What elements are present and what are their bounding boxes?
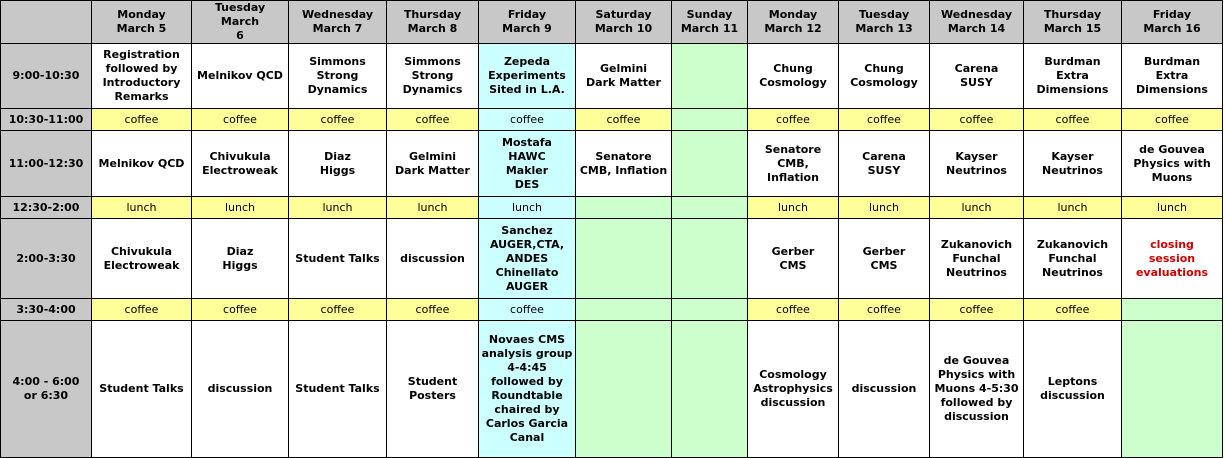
cell-line: Strong — [411, 69, 454, 82]
empty-cell — [672, 321, 748, 458]
cell-line: followed by — [105, 62, 178, 75]
cell-line: Kayser — [1051, 149, 1094, 163]
day-header-line: Saturday — [595, 8, 652, 21]
cell-line: Extra — [1155, 69, 1189, 82]
schedule-cell — [479, 131, 576, 197]
schedule-cell — [1122, 131, 1223, 197]
cell-line: DES — [514, 177, 540, 191]
schedule-cell — [387, 44, 479, 109]
schedule-cell — [1024, 197, 1122, 219]
time-slot-line: 12:30-2:00 — [12, 200, 80, 214]
schedule-cell — [192, 321, 289, 458]
day-header-line: Friday — [507, 8, 547, 21]
cell-line: coffee — [776, 112, 810, 126]
schedule-cell — [289, 321, 387, 458]
day-header-line: Tuesday — [858, 8, 910, 21]
schedule-cell — [479, 44, 576, 109]
cell-line: Carena — [954, 62, 999, 75]
cell-line: AUGER — [505, 279, 549, 293]
cell-line: Dark Matter — [586, 76, 661, 89]
cell-line: Dynamics — [402, 83, 463, 96]
cell-line: Astrophysics — [753, 382, 833, 395]
break-row — [1, 197, 1223, 219]
schedule-cell — [839, 219, 930, 299]
cell-line: discussion — [1040, 389, 1105, 402]
cell-line: followed by — [940, 396, 1013, 409]
cell-line: Dark Matter — [395, 163, 470, 177]
cell-line: Student Talks — [99, 382, 184, 395]
day-header-line: March 13 — [855, 22, 913, 35]
cell-line: coffee — [415, 112, 450, 126]
cell-line: Chung — [773, 62, 813, 75]
header-row — [1, 1, 1223, 44]
cell-line: evaluations — [1135, 265, 1209, 279]
cell-line: discussion — [400, 251, 465, 265]
cell-line: Sited in L.A. — [489, 83, 565, 96]
cell-line: chaired by — [494, 403, 560, 416]
schedule-cell — [930, 299, 1024, 321]
cell-line: Burdman — [1044, 55, 1101, 68]
day-header — [192, 1, 289, 44]
cell-line: Posters — [409, 389, 456, 402]
cell-line: lunch — [126, 200, 157, 214]
cell-line: de Gouvea — [943, 354, 1010, 367]
day-header — [748, 1, 839, 44]
cell-line: de Gouvea — [1139, 142, 1205, 156]
schedule-cell — [748, 197, 839, 219]
cell-line: coffee — [776, 302, 810, 316]
cell-line: Simmons — [404, 55, 461, 68]
day-header-line: March 11 — [680, 22, 739, 35]
cell-line: CMS — [779, 258, 807, 272]
schedule-cell — [479, 197, 576, 219]
cell-line: Simmons — [309, 55, 366, 68]
schedule-cell — [92, 299, 192, 321]
cell-line: coffee — [867, 112, 901, 126]
cell-line: coffee — [867, 302, 901, 316]
cell-line: SUSY — [960, 76, 993, 89]
schedule-cell — [192, 197, 289, 219]
cell-line: Senatore — [595, 149, 652, 163]
schedule-cell — [289, 219, 387, 299]
cell-line: Cosmology — [759, 368, 827, 381]
empty-cell — [672, 109, 748, 131]
cell-line: Student Talks — [295, 382, 380, 395]
cell-line: Canal — [509, 431, 545, 444]
cell-line: coffee — [223, 112, 257, 126]
cell-line: Muons 4-5:30 — [934, 382, 1019, 395]
cell-line: lunch — [511, 200, 543, 214]
cell-line: Cosmology — [850, 76, 918, 89]
day-header-line: March 16 — [1143, 22, 1201, 35]
cell-line: coffee — [959, 112, 994, 126]
schedule-cell — [192, 131, 289, 197]
cell-line: Dimensions — [1036, 83, 1109, 96]
day-header-line: Thursday — [1043, 8, 1102, 21]
day-header-line: Monday — [117, 8, 166, 21]
empty-cell — [576, 299, 672, 321]
day-header-line: Wednesday — [301, 8, 374, 21]
cell-line: closing — [1150, 237, 1194, 251]
day-header-line: Friday — [1152, 8, 1192, 21]
schedule-cell — [748, 131, 839, 197]
cell-line: Electroweak — [202, 163, 278, 177]
schedule-cell — [930, 44, 1024, 109]
cell-line: Sanchez — [501, 223, 553, 237]
cell-line: Burdman — [1143, 55, 1201, 68]
cell-line: Zukanovich — [940, 237, 1013, 251]
cell-line: followed by — [491, 375, 563, 388]
cell-line: coffee — [606, 112, 641, 126]
schedule-cell — [92, 197, 192, 219]
schedule-cell — [289, 44, 387, 109]
cell-line: lunch — [322, 200, 353, 214]
schedule-cell — [930, 197, 1024, 219]
cell-line: discussion — [851, 382, 917, 395]
schedule-cell — [1122, 219, 1223, 299]
cell-line: Strong — [316, 69, 359, 82]
cell-line: Carena — [862, 149, 906, 163]
cell-line: CMB, Inflation — [579, 163, 668, 177]
cell-line: Leptons — [1047, 375, 1098, 388]
cell-line: coffee — [223, 302, 257, 316]
time-slot-label — [1, 44, 92, 109]
cell-line: Melnikov QCD — [98, 156, 185, 170]
schedule-cell — [1122, 109, 1223, 131]
cell-line: Kayser — [955, 149, 998, 163]
empty-cell — [672, 299, 748, 321]
cell-line: Gelmini — [408, 149, 457, 163]
cell-line: Mostafa — [502, 135, 552, 149]
cell-line: Funchal — [1048, 251, 1097, 265]
cell-line: lunch — [1057, 200, 1088, 214]
day-header-line: March 5 — [116, 22, 167, 35]
time-slot-line: 4:00 - 6:00 — [12, 375, 80, 388]
day-header — [387, 1, 479, 44]
cell-line: Higgs — [222, 258, 258, 272]
cell-line: Student Talks — [295, 251, 380, 265]
time-slot-line: 9:00-10:30 — [12, 69, 80, 82]
corner-cell — [1, 1, 92, 44]
time-slot-line: 11:00-12:30 — [8, 156, 84, 170]
cell-line: coffee — [1055, 112, 1090, 126]
schedule-cell — [839, 131, 930, 197]
schedule-cell — [748, 219, 839, 299]
day-header-line: March 14 — [947, 22, 1006, 35]
schedule-cell — [192, 299, 289, 321]
empty-cell — [672, 44, 748, 109]
session-row — [1, 44, 1223, 109]
day-header-line: Monday — [768, 8, 818, 21]
cell-line: Makler — [505, 163, 549, 177]
cell-line: Neutrinos — [946, 265, 1007, 279]
schedule-cell — [92, 219, 192, 299]
schedule-cell — [387, 321, 479, 458]
schedule-cell — [1122, 44, 1223, 109]
cell-line: Registration — [103, 48, 180, 61]
cell-line: coffee — [1155, 112, 1189, 126]
day-header-line: March 7 — [312, 22, 363, 35]
cell-line: Gerber — [862, 244, 906, 258]
cell-line: Physics with — [1133, 156, 1211, 170]
schedule-cell — [1024, 44, 1122, 109]
time-slot-line: 3:30-4:00 — [16, 302, 76, 316]
schedule-cell — [576, 44, 672, 109]
cell-line: lunch — [961, 200, 992, 214]
cell-line: Zukanovich — [1036, 237, 1109, 251]
day-header — [479, 1, 576, 44]
schedule-cell — [1122, 197, 1223, 219]
schedule-cell — [479, 219, 576, 299]
schedule-cell — [289, 109, 387, 131]
schedule-cell — [192, 44, 289, 109]
cell-line: discussion — [207, 382, 273, 395]
day-header-line: March 9 — [502, 22, 552, 35]
schedule-cell — [479, 321, 576, 458]
break-row — [1, 109, 1223, 131]
time-slot-line: or 6:30 — [23, 389, 69, 402]
schedule-cell — [1024, 299, 1122, 321]
time-slot-label — [1, 131, 92, 197]
cell-line: coffee — [510, 302, 544, 316]
day-header-line: March 15 — [1043, 22, 1102, 35]
cell-line: coffee — [959, 302, 994, 316]
day-header-line: Wednesday — [940, 8, 1013, 21]
schedule-cell — [387, 219, 479, 299]
cell-line: Physics with — [937, 368, 1016, 381]
schedule-cell — [479, 109, 576, 131]
cell-line: coffee — [1055, 302, 1090, 316]
schedule-cell — [930, 131, 1024, 197]
cell-line: Melnikov QCD — [197, 69, 283, 82]
empty-cell — [576, 197, 672, 219]
cell-line: HAWC — [508, 149, 546, 163]
cell-line: Senatore — [764, 142, 822, 156]
cell-line: Carlos Garcia — [485, 417, 569, 430]
cell-line: discussion — [760, 396, 826, 409]
cell-line: Chivukula — [209, 149, 271, 163]
cell-line: Diaz — [226, 244, 254, 258]
schedule-cell — [92, 44, 192, 109]
empty-cell — [1122, 299, 1223, 321]
schedule-cell — [839, 44, 930, 109]
schedule-cell — [387, 197, 479, 219]
day-header — [576, 1, 672, 44]
time-slot-line: 2:00-3:30 — [16, 251, 76, 265]
schedule-cell — [1024, 321, 1122, 458]
schedule-cell — [1024, 131, 1122, 197]
day-header — [930, 1, 1024, 44]
schedule-cell — [748, 299, 839, 321]
cell-line: coffee — [124, 302, 159, 316]
schedule-cell — [839, 197, 930, 219]
session-row — [1, 321, 1223, 458]
time-slot-label — [1, 109, 92, 131]
time-slot-label — [1, 219, 92, 299]
session-row — [1, 131, 1223, 197]
cell-line: lunch — [224, 200, 256, 214]
schedule-cell — [1024, 219, 1122, 299]
cell-line: 4-4:45 — [507, 361, 547, 374]
cell-line: lunch — [417, 200, 448, 214]
cell-line: Funchal — [952, 251, 1001, 265]
cell-line: CMS — [870, 258, 898, 272]
cell-line: Gerber — [771, 244, 815, 258]
schedule-cell — [576, 131, 672, 197]
empty-cell — [672, 197, 748, 219]
cell-line: Electroweak — [103, 258, 180, 272]
schedule-cell — [92, 109, 192, 131]
schedule-cell — [479, 299, 576, 321]
schedule-cell — [387, 299, 479, 321]
session-row — [1, 219, 1223, 299]
schedule-cell — [930, 109, 1024, 131]
schedule-cell — [930, 219, 1024, 299]
schedule-cell — [839, 321, 930, 458]
cell-line: lunch — [777, 200, 809, 214]
cell-line: Chinellato — [495, 265, 559, 279]
schedule-cell — [930, 321, 1024, 458]
break-row — [1, 299, 1223, 321]
day-header-line: Thursday — [403, 8, 462, 21]
day-header — [1122, 1, 1223, 44]
cell-line: Diaz — [324, 149, 351, 163]
day-header — [1024, 1, 1122, 44]
empty-cell — [576, 321, 672, 458]
cell-line: lunch — [868, 200, 900, 214]
day-header-line: March 8 — [407, 22, 458, 35]
day-header-line: Sunday — [686, 8, 733, 21]
cell-line: Experiments — [488, 69, 566, 82]
cell-line: Neutrinos — [1042, 163, 1103, 177]
cell-line: discussion — [944, 410, 1009, 423]
schedule-cell — [748, 109, 839, 131]
schedule-cell — [387, 109, 479, 131]
cell-line: SUSY — [867, 163, 901, 177]
cell-line: coffee — [320, 302, 355, 316]
schedule-cell — [1024, 109, 1122, 131]
time-slot-label — [1, 197, 92, 219]
cell-line: Student — [407, 375, 458, 388]
schedule-cell — [92, 131, 192, 197]
schedule-cell — [289, 299, 387, 321]
cell-line: Higgs — [319, 163, 356, 177]
cell-line: Dynamics — [307, 83, 368, 96]
time-slot-label — [1, 321, 92, 458]
cell-line: Neutrinos — [1042, 265, 1103, 279]
cell-line: Neutrinos — [946, 163, 1007, 177]
schedule-cell — [748, 44, 839, 109]
time-slot-label — [1, 299, 92, 321]
cell-line: analysis group — [481, 347, 573, 360]
schedule-cell — [576, 109, 672, 131]
day-header-line: March 12 — [764, 22, 822, 35]
schedule-cell — [92, 321, 192, 458]
cell-line: session — [1148, 251, 1196, 265]
cell-line: AUGER,CTA, — [489, 237, 565, 251]
cell-line: Dimensions — [1136, 83, 1208, 96]
schedule-cell — [748, 321, 839, 458]
cell-line: ANDES — [505, 251, 549, 265]
cell-line: coffee — [415, 302, 450, 316]
cell-line: Cosmology — [759, 76, 827, 89]
schedule-cell — [192, 219, 289, 299]
cell-line: Novaes CMS — [488, 333, 566, 346]
cell-line: Remarks — [114, 90, 169, 103]
cell-line: Extra — [1056, 69, 1089, 82]
cell-line: Zepeda — [503, 55, 551, 68]
cell-line: Gelmini — [599, 62, 648, 75]
day-header — [672, 1, 748, 44]
cell-line: Introductory — [102, 76, 181, 89]
day-header-line: Tuesday March — [214, 1, 266, 28]
day-header-line: March 10 — [594, 22, 653, 35]
cell-line: coffee — [510, 112, 544, 126]
day-header — [839, 1, 930, 44]
time-slot-line: 10:30-11:00 — [8, 112, 84, 126]
empty-cell — [672, 219, 748, 299]
schedule-cell — [387, 131, 479, 197]
day-header — [92, 1, 192, 44]
schedule-cell — [192, 109, 289, 131]
schedule-cell — [289, 131, 387, 197]
empty-cell — [672, 131, 748, 197]
cell-line: Roundtable — [491, 389, 563, 402]
cell-line: Muons — [1151, 170, 1193, 184]
cell-line: coffee — [320, 112, 355, 126]
cell-line: coffee — [124, 112, 159, 126]
day-header — [289, 1, 387, 44]
cell-line: Chivukula — [110, 244, 172, 258]
schedule-cell — [289, 197, 387, 219]
day-header-line: 6 — [236, 29, 244, 42]
cell-line: Chung — [864, 62, 904, 75]
cell-line: lunch — [1156, 200, 1188, 214]
schedule-cell — [839, 299, 930, 321]
cell-line: CMB, Inflation — [767, 156, 819, 184]
empty-cell — [576, 219, 672, 299]
empty-cell — [1122, 321, 1223, 458]
schedule-cell — [839, 109, 930, 131]
